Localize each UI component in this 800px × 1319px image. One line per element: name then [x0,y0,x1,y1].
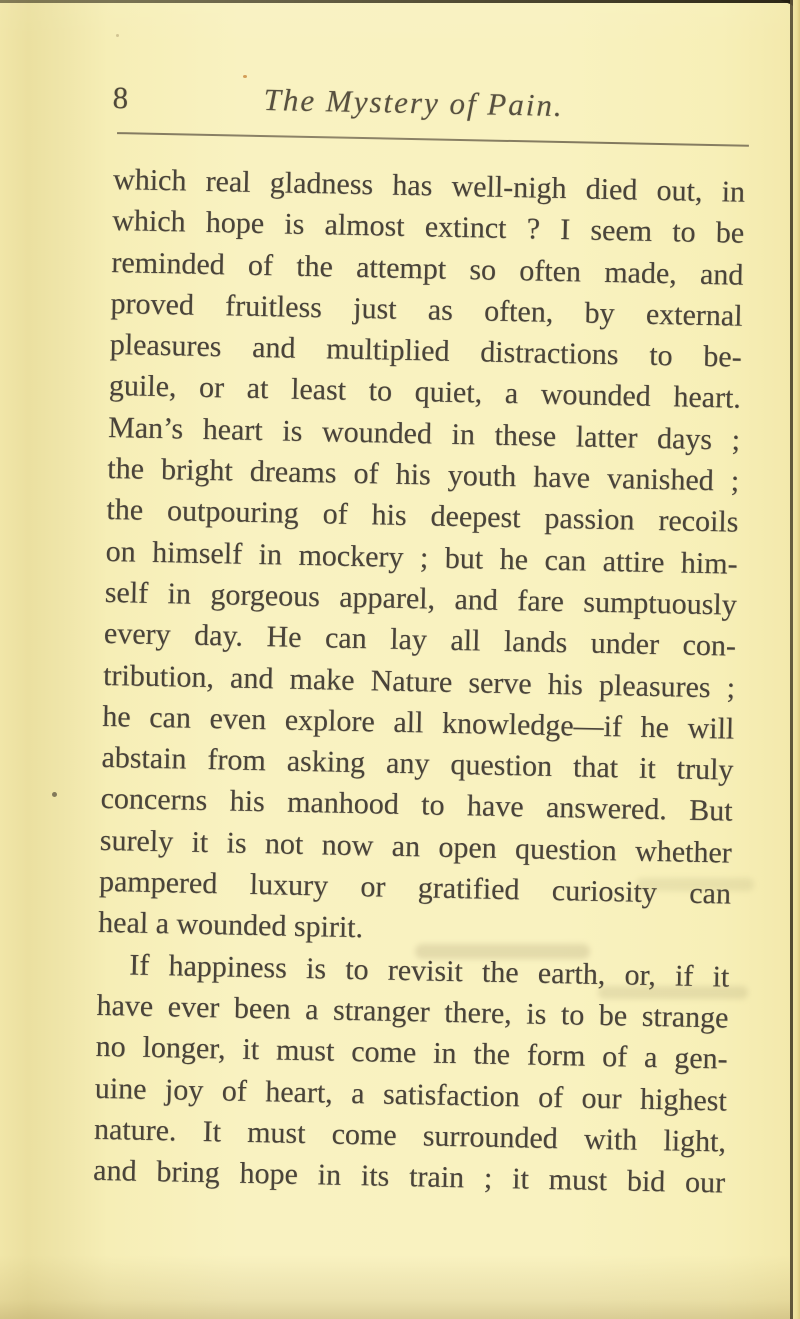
paper-speck [116,34,119,37]
text-line: he can even explore all knowledge—if he will [102,699,735,746]
show-through-smudge [598,986,748,999]
text-line: Man’s heart is wounded in these latter days ; [107,410,741,457]
show-through-smudge [636,878,754,891]
text-line: every day. He can lay all lands under con- [103,617,737,663]
text-line: tribution, and make Nature serve his pleasures ; [102,658,736,705]
page-number: 8 [112,79,129,116]
text-line: If happiness is to revisit the earth, or, if it [129,948,730,994]
text-line: no longer, it must come in the form of a gen- [95,1030,728,1076]
text-line: nature. It must come surrounded with light, [93,1112,727,1159]
paper-speck [243,75,247,78]
margin-ink-speck [52,792,57,797]
text-line: which hope is almost extinct ? I seem to be [111,204,745,250]
text-line: self in gorgeous apparel, and fare sumptuously [104,575,738,622]
text-line: guile, or at least to quiet, a wounded heart. [108,369,742,416]
text-line: concerns his manhood to have answered. But [100,782,733,829]
text-line: proved fruitless just as often, by external [110,286,743,333]
show-through-smudge [415,944,590,959]
text-line: pleasures and multiplied distractions to be- [109,328,742,374]
scan-edge-top [0,0,800,3]
text-line: heal a wounded spirit. [97,906,364,945]
text-line: and bring hope in its train ; it must bid our [92,1153,726,1200]
text-line: the outpouring of his deepest passion recoils [106,493,739,539]
text-line: which real gladness has well-nigh died out, in [112,163,746,209]
text-line: surely it is not now an open question whether [99,823,733,870]
text-line: have ever been a stranger there, is to be strange [96,988,729,1035]
adjacent-page-sliver [793,0,800,1319]
text-line: on himself in mockery ; but he can attire him- [105,534,738,581]
running-title: The Mystery of Pain. [263,82,565,124]
header-rule [117,132,749,147]
text-line: abstain from asking any question that it truly [101,741,734,787]
text-line: the bright dreams of his youth have vanished ; [106,452,740,498]
text-line: uine joy of heart, a satisfaction of our highest [94,1071,728,1118]
body-text [93,159,746,1204]
text-line: pampered luxury or gratified curiosity can [98,864,732,911]
text-line: reminded of the attempt so often made, and [111,245,744,292]
